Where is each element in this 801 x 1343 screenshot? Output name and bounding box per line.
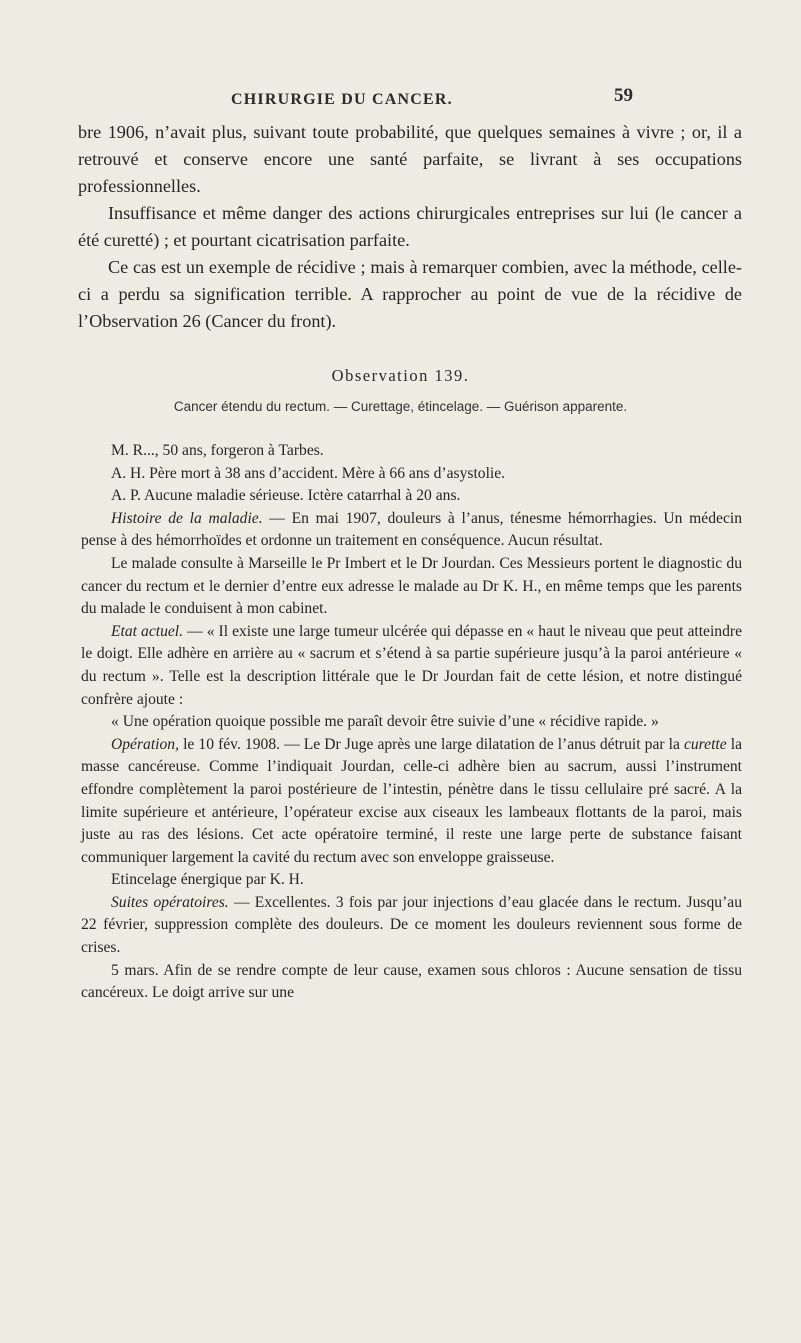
running-head bbox=[0, 85, 801, 113]
page-number: 59 bbox=[614, 85, 633, 106]
observation-subtitle: Cancer étendu du rectum. — Curettage, étincelage. — Guérison apparente. bbox=[173, 399, 628, 414]
quote-paragraph: « Une opération quoique possible me paraît devoir être suivie d’une « récidive rapide. » bbox=[111, 713, 659, 731]
histoire-paragraph bbox=[81, 508, 742, 553]
histoire-label: Histoire de la maladie. bbox=[111, 509, 263, 527]
etat-text: — « Il existe une large tumeur ulcérée qui dépasse en « haut le niveau que peut atteindre le doigt. Elle adhère en arrière au « sacrum et s’étend à sa partie supérieure jusqu’à la paroi antérieure « du rectum ». Telle est la description littérale que le Dr Jourdan fait de cette lésion, et notre distingué confrère ajoute : bbox=[81, 622, 742, 708]
intro-paragraph-3: Ce cas est un exemple de récidive ; mais à remarquer combien, avec la méthode, celle-ci a perdu sa signification terrible. A rapprocher au point de vue de la récidive de l’Observation 26 (Cancer du front). bbox=[78, 257, 742, 331]
operation-paragraph bbox=[81, 734, 742, 870]
suites-text: — Excellentes. 3 fois par jour injections d’eau glacée dans le rectum. Jusqu’au 22 février, suppression complète des douleurs. De ce moment les douleurs reviennent sous forme de crises. bbox=[81, 893, 742, 957]
intro-paragraph-2: Insuffisance et même danger des actions chirurgicales entreprises sur lui (le cancer a été curetté) ; et pourtant cicatrisation parfaite. bbox=[78, 203, 742, 250]
intro-paragraph-1: bre 1906, n’avait plus, suivant toute probabilité, que quelques semaines à vivre ; or, il a retrouvé et conserve encore une santé parfaite, se livrant à ses occupations professionnelles. bbox=[78, 122, 742, 196]
suites-paragraph bbox=[81, 892, 742, 960]
suites-label: Suites opératoires. bbox=[111, 893, 229, 911]
operation-text-2: la masse cancéreuse. Comme l’indiquait Jourdan, celle-ci adhère bien au sacrum, aussi l’instrument effondre complètement la paroi postérieure de l’intestin, pénètre dans le tissu cellulaire pré sacré. A la limite supérieure et antérieure, l’opérateur excise aux ciseaux les lambeaux flottants de la paroi, mais juste au ras des lésions. Cet acte opératoire terminé, il reste une large perte de substance faisant communiquer largement la cavité du rectum avec son enveloppe graisseuse. bbox=[81, 735, 742, 866]
etat-label: Etat actuel. bbox=[111, 622, 184, 640]
operation-text-1: le 10 fév. 1908. — Le Dr Juge après une large dilatation de l’anus détruit par la bbox=[179, 735, 684, 753]
intro-text bbox=[78, 119, 742, 335]
etincelage-paragraph: Etincelage énergique par K. H. bbox=[111, 871, 304, 889]
antecedents-personnels: A. P. Aucune maladie sérieuse. Ictère catarrhal à 20 ans. bbox=[111, 487, 461, 505]
mars-paragraph: 5 mars. Afin de se rendre compte de leur cause, examen sous chloros : Aucune sensation de tissu cancéreux. Le doigt arrive sur une bbox=[81, 961, 742, 1002]
running-title: CHIRURGIE DU CANCER. bbox=[231, 91, 453, 108]
operation-label: Opération, bbox=[111, 735, 180, 753]
patient-line: M. R..., 50 ans, forgeron à Tarbes. bbox=[111, 442, 324, 459]
curette-word: curette bbox=[683, 735, 727, 753]
histoire-text: — En mai 1907, douleurs à l’anus, ténesme hémorrhagies. Un médecin pense à des hémorrhoïdes et ordonne un traitement en conséquence. Aucun résultat. bbox=[81, 509, 742, 550]
observation-body bbox=[81, 440, 742, 1005]
observation-title: Observation 139. bbox=[331, 366, 470, 385]
antecedents-hereditaires: A. H. Père mort à 38 ans d’accident. Mère à 66 ans d’asystolie. bbox=[111, 464, 506, 482]
etat-paragraph bbox=[81, 621, 742, 711]
consult-paragraph: Le malade consulte à Marseille le Pr Imbert et le Dr Jourdan. Ces Messieurs portent le diagnostic du cancer du rectum et le dernier d’entre eux adresse le malade au Dr K. H., en même temps que les parents du malade le conduisent à mon cabinet. bbox=[81, 554, 742, 618]
